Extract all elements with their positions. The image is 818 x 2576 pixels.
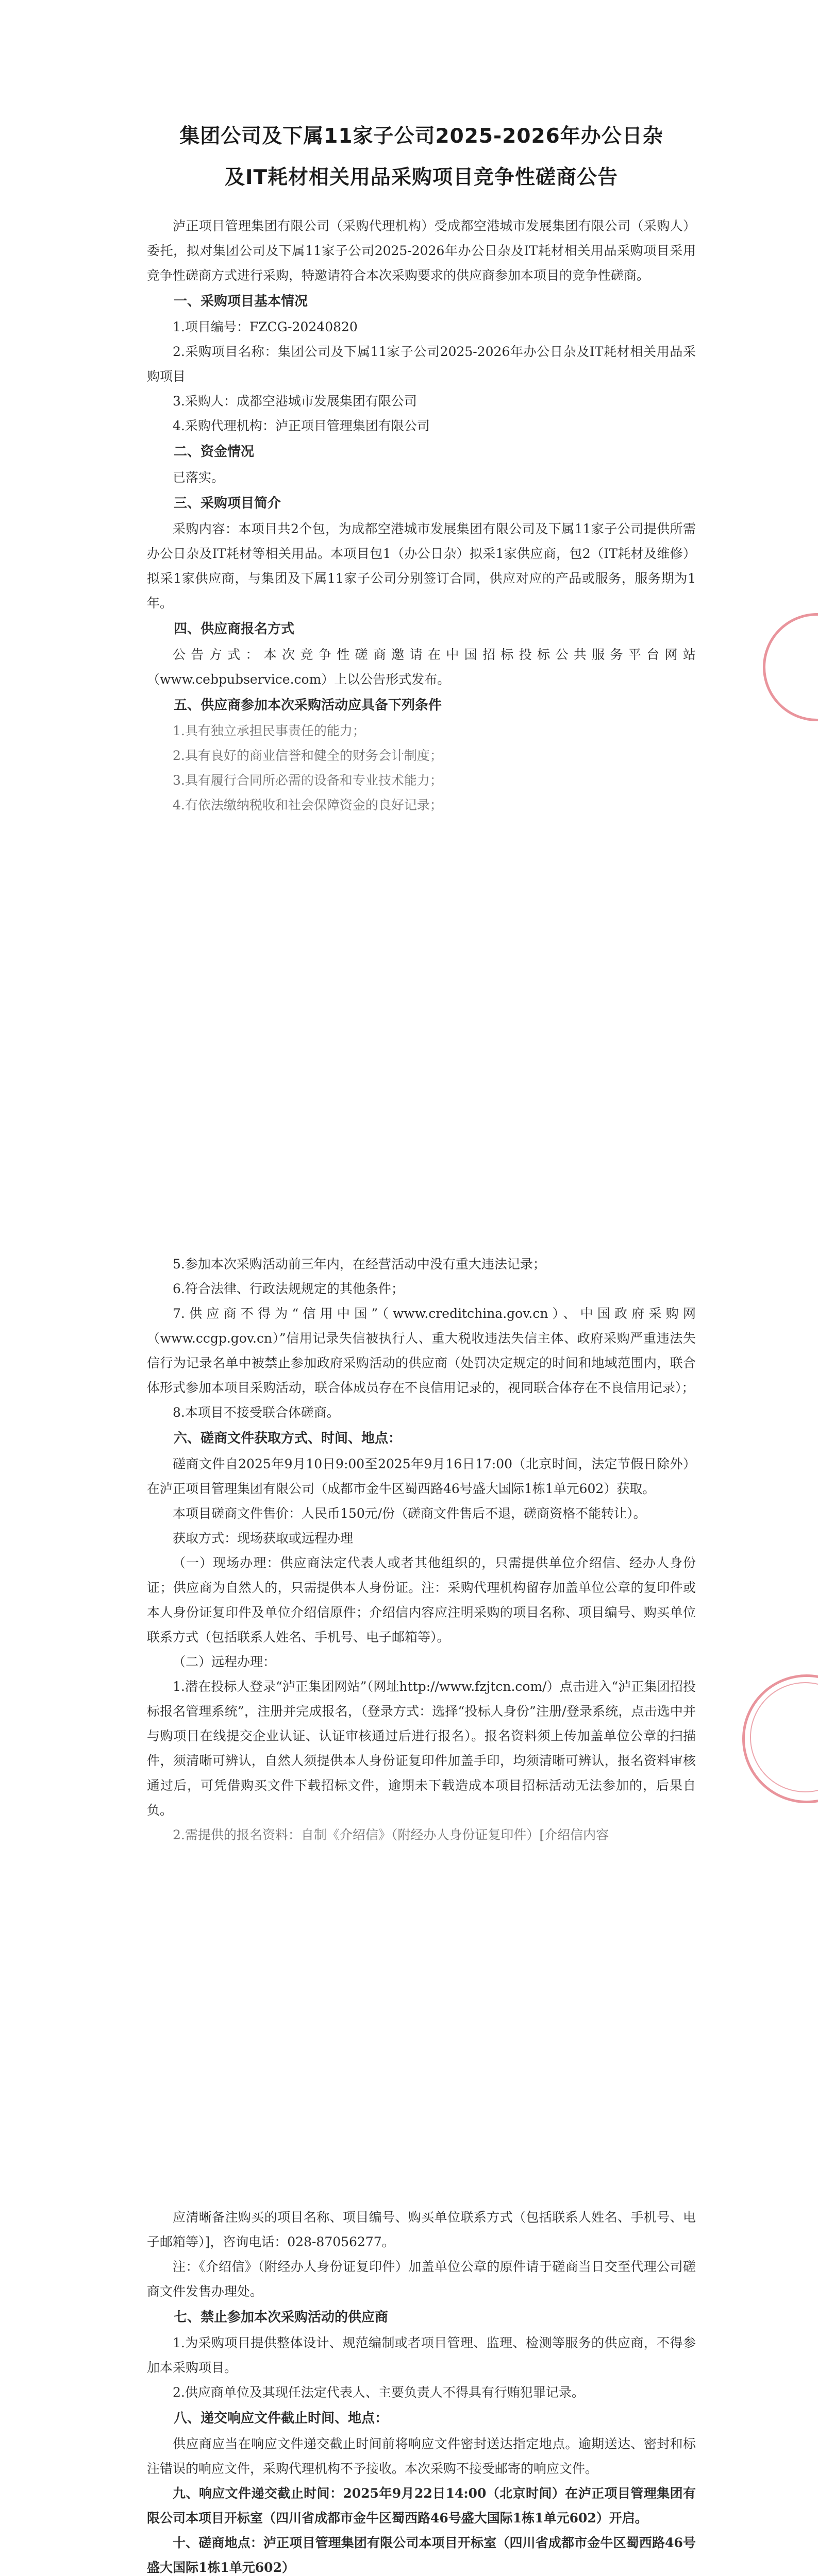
section-10-text: 十、磋商地点：泸正项目管理集团有限公司本项目开标室（四川省成都市金牛区蜀西路46号盛大国际1栋1单元602） [147,2535,696,2575]
section-1-heading: 一、采购项目基本情况 [174,294,308,309]
section-7-item: 1.为采购项目提供整体设计、规范编制或者项目管理、监理、检测等服务的供应商，不得参加本采购项目。 [147,2335,696,2375]
document-page-3 [0,2190,818,2576]
section-6-paragraph: 获取方式：现场获取或远程办理 [173,1531,354,1546]
section-6-paragraph-continued: 应清晰备注购买的项目名称、项目编号、购买单位联系方式（包括联系人姓名、手机号、电子邮箱等）]，咨询电话：028-87056277。 [147,2210,696,2249]
section-7-item: 2.供应商单位及其现任法定代表人、主要负责人不得具有行贿犯罪记录。 [173,2385,585,2400]
section-6-note: 注：《介绍信》（附经办人身份证复印件）加盖单位公章的原件请于磋商当日交至代理公司磋商文件发售办理处。 [147,2259,696,2299]
section-5-item: 5.参加本次采购活动前三年内，在经营活动中没有重大违法记录； [173,1257,546,1272]
section-5-heading: 五、供应商参加本次采购活动应具备下列条件 [174,698,442,713]
section-5-item: 3.具有履行合同所必需的设备和专业技术能力； [173,773,443,788]
section-3-heading: 三、采购项目简介 [174,496,281,511]
section-5-item: 2.具有良好的商业信誉和健全的财务会计制度； [173,748,443,763]
seal-stamp-partial-1 [763,613,818,721]
title-line-1: 集团公司及下属11家子公司2025-2026年办公日杂 [179,125,663,148]
section-1-item: 1.项目编号：FZCG-20240820 [173,319,358,334]
section-6-paragraph: 磋商文件自2025年9月10日9:00至2025年9月16日17:00（北京时间，法定节假日除外）在泸正项目管理集团有限公司（成都市金牛区蜀西路46号盛大国际1栋1单元602）获取。 [147,1456,696,1496]
section-6-paragraph: （一）现场办理：供应商法定代表人或者其他组织的，只需提供单位介绍信、经办人身份证；供应商为自然人的，只需提供本人身份证。注：采购代理机构留存加盖单位公章的复印件或本人身份证复印件及单位介绍信原件；介绍信内容应注明采购的项目名称、项目编号、购买单位联系方式（包括联系人姓名、手机号、电子邮箱等）。 [147,1555,696,1645]
section-2-text: 已落实。 [173,470,225,485]
section-4-text: 公告方式：本次竞争性磋商邀请在中国招标投标公共服务平台网站（www.cebpubservice.com）上以公告形式发布。 [147,647,696,687]
section-5-item: 8.本项目不接受联合体磋商。 [173,1405,340,1420]
intro-paragraph: 泸正项目管理集团有限公司（采购代理机构）受成都空港城市发展集团有限公司（采购人）委托，拟对集团公司及下属11家子公司2025-2026年办公日杂及IT耗材相关用品采购项目采用竞争性磋商方式进行采购，特邀请符合本次采购要求的供应商参加本项目的竞争性磋商。 [147,218,696,283]
title-line-2: 及IT耗材相关用品采购项目竞争性磋商公告 [224,166,619,189]
section-8-heading: 八、递交响应文件截止时间、地点： [174,2411,389,2426]
section-6-paragraph: （二）远程办理： [173,1654,276,1669]
section-6-paragraph-cut: 2.需提供的报名资料：自制《介绍信》（附经办人身份证复印件）[介绍信内容 [173,1827,609,1842]
section-6-paragraph: 本项目磋商文件售价：人民币150元/份（磋商文件售后不退，磋商资格不能转让）。 [173,1506,646,1521]
section-7-heading: 七、禁止参加本次采购活动的供应商 [174,2310,389,2325]
section-1-item: 4.采购代理机构：泸正项目管理集团有限公司 [173,418,430,433]
document-page-1 [0,0,818,1144]
section-2-heading: 二、资金情况 [174,444,255,460]
section-6-heading: 六、磋商文件获取方式、时间、地点： [174,1431,402,1446]
section-6-paragraph: 1.潜在投标人登录“泸正集团网站”（网址http://www.fzjtcn.com/）点击进入“泸正集团招投标报名管理系统”，注册并完成报名，（登录方式：选择“投标人身份”注册/登录系统，点击选中并与购项目在线提交企业认证、认证审核通过后进行报名）。报名资料须上传加盖单位公章的扫描件，须清晰可辨认，自然人须提供本人身份证复印件加盖手印，均须清晰可辨认，报名资料审核通过后，可凭借购买文件下载招标文件，逾期未下载造成本项目招标活动无法参加的，后果自负。 [147,1679,696,1818]
document-page-2 [0,1231,818,2107]
section-1-item: 3.采购人：成都空港城市发展集团有限公司 [173,394,417,409]
section-3-text: 采购内容：本项目共2个包，为成都空港城市发展集团有限公司及下属11家子公司提供所需办公日杂及IT耗材等相关用品。本项目包1（办公日杂）拟采1家供应商，包2（IT耗材及维修）拟采1家供应商，与集团及下属11家子公司分别签订合同，供应对应的产品或服务，服务期为1年。 [147,521,696,611]
section-9-text: 九、响应文件递交截止时间：2025年9月22日14:00（北京时间）在泸正项目管理集团有限公司本项目开标室（四川省成都市金牛区蜀西路46号盛大国际1栋1单元602）开启。 [147,2486,696,2526]
section-5-item: 6.符合法律、行政法规规定的其他条件； [173,1281,404,1296]
section-5-item: 1.具有独立承担民事责任的能力； [173,723,365,738]
section-5-item: 4.有依法缴纳税收和社会保障资金的良好记录； [173,798,443,812]
section-5-item: 7.供应商不得为“信用中国”（www.creditchina.gov.cn）、中国政府采购网（www.ccgp.gov.cn）”信用记录失信被执行人、重大税收违法失信主体、政府采购严重违法失信行为记录名单中被禁止参加政府采购活动的供应商（处罚决定规定的时间和地域范围内，联合体形式参加本项目采购活动，联合体成员存在不良信用记录的，视同联合体存在不良信用记录）； [147,1306,696,1395]
section-1-item: 2.采购项目名称：集团公司及下属11家子公司2025-2026年办公日杂及IT耗材相关用品采购项目 [147,344,696,384]
section-8-text: 供应商应当在响应文件递交截止时间前将响应文件密封送达指定地点。逾期送达、密封和标注错误的响应文件，采购代理机构不予接收。本次采购不接受邮寄的响应文件。 [147,2436,696,2476]
section-4-heading: 四、供应商报名方式 [174,621,295,637]
